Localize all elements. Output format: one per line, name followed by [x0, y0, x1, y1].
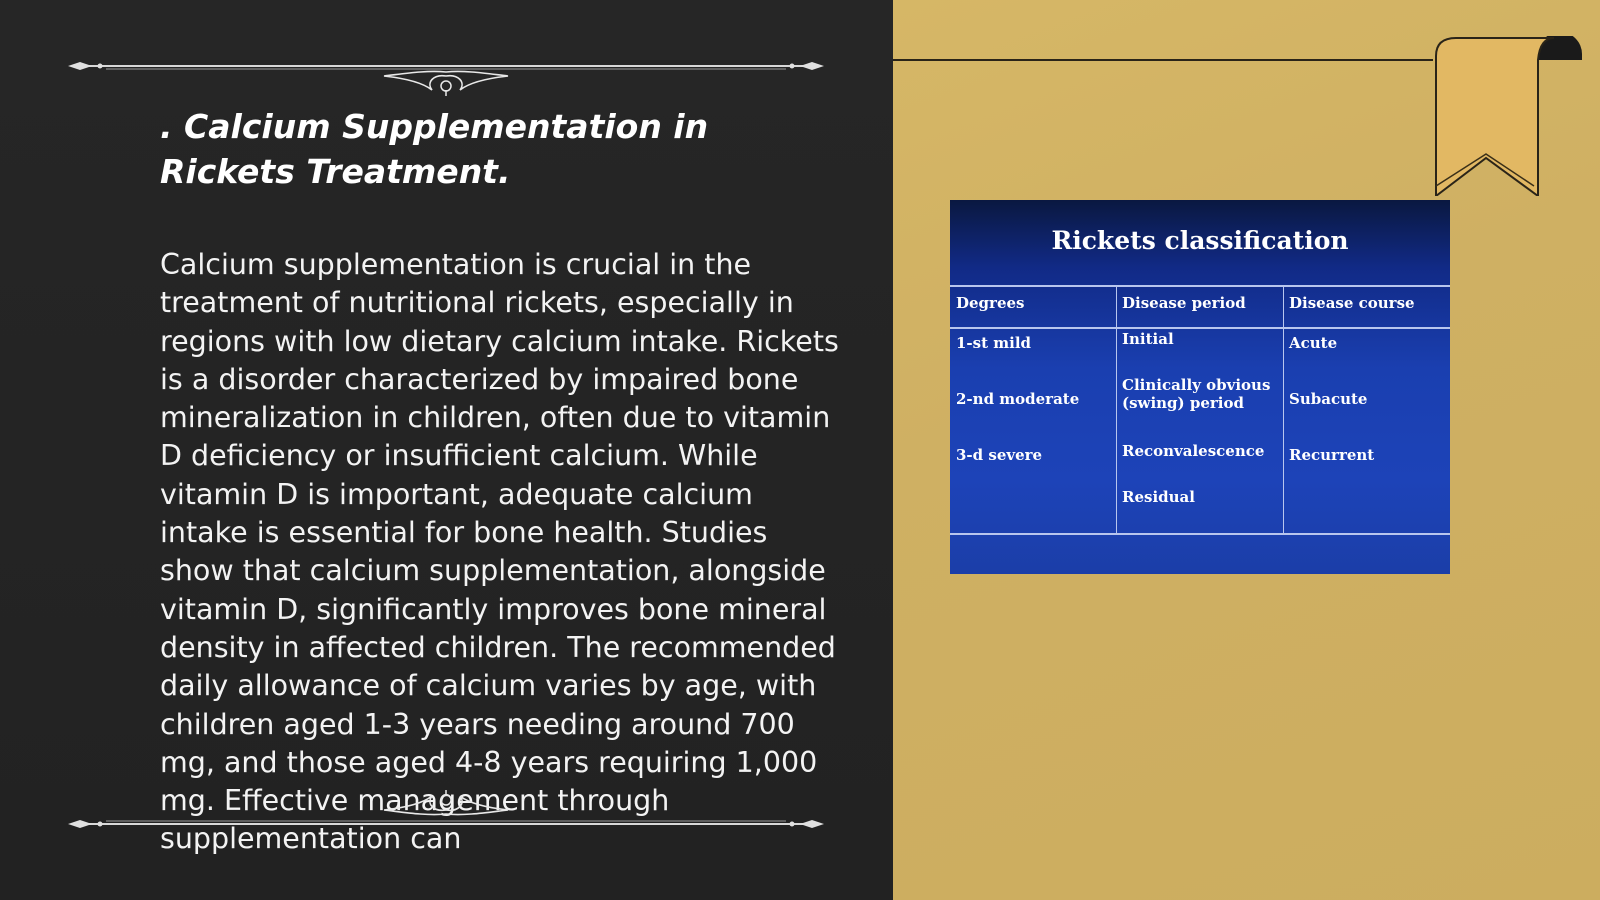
- table-cell-degree: 1-st mild: [956, 334, 1032, 352]
- top-ornament-divider: [66, 46, 826, 96]
- table-cell-period: Residual: [1122, 488, 1195, 506]
- slide-title: . Calcium Supplementation in Rickets Treatment.: [160, 107, 709, 191]
- right-panel-rule: [893, 59, 1433, 61]
- table-cell-course: Acute: [1289, 334, 1338, 352]
- table-header-disease-period: Disease period: [1122, 294, 1246, 312]
- slide-body-text: Calcium supplementation is crucial in the treatment of nutritional rickets, especially in regions with low dietary calcium intake. Rickets is a disorder characterized by impaired bone mineralization in children, often due to vitamin D deficiency or insufficient calcium. While vitamin D is important, adequate calcium intake is essential for bone health. Studies show that calcium supplementation, alongside vitamin D, significantly improves bone mineral density in affected children. The recommended daily allowance of calcium varies by age, with children aged 1-3 years needing around 700 mg, and those aged 4-8 years requiring 1,000 mg. Effective management through supplementation can: [160, 248, 839, 856]
- table-cell-period: Reconvalescence: [1122, 442, 1265, 460]
- table-title: Rickets classification: [1051, 226, 1349, 255]
- table-rule-bottom: [950, 533, 1450, 535]
- table-rule-top: [950, 285, 1450, 287]
- table-cell-course: Recurrent: [1289, 446, 1375, 464]
- table-column-divider: [1116, 285, 1117, 535]
- table-header-disease-course: Disease course: [1289, 294, 1415, 312]
- table-header-degrees: Degrees: [956, 294, 1025, 312]
- table-cell-degree: 3-d severe: [956, 446, 1043, 464]
- table-cell-degree: 2-nd moderate: [956, 390, 1080, 408]
- table-cell-period: Clinically obvious (swing) period: [1122, 376, 1271, 412]
- table-cell-course: Subacute: [1289, 390, 1368, 408]
- bookmark-ribbon-icon: [1434, 36, 1588, 196]
- table-cell-period: Initial: [1122, 330, 1174, 348]
- table-rule-header: [950, 327, 1450, 329]
- bottom-ornament-divider: [66, 790, 826, 840]
- table-column-divider: [1283, 285, 1284, 535]
- rickets-classification-table: [950, 200, 1450, 574]
